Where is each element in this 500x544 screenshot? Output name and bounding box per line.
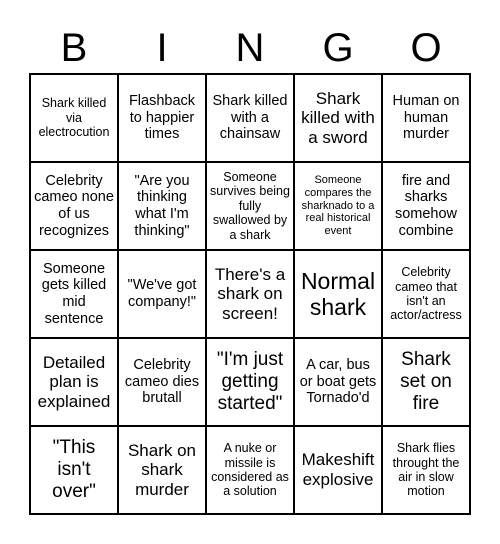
- bingo-cell-text: A nuke or missile is considered as a solution: [211, 441, 289, 499]
- bingo-cell-text: Shark flies throught the air in slow motion: [392, 441, 460, 499]
- bingo-cell-text: Shark set on fire: [400, 349, 452, 414]
- bingo-cell-text: Celebrity cameo none of us recognizes: [34, 172, 114, 239]
- bingo-cell-text: A car, bus or boat gets Tornado'd: [299, 356, 377, 407]
- header-letter-o: O: [410, 26, 442, 70]
- bingo-cell-text: "I'm just getting started": [216, 349, 284, 414]
- bingo-cell-text: Shark killed via electrocution: [38, 96, 110, 140]
- bingo-cell-r5-c1[interactable]: [30, 426, 118, 514]
- bingo-cell-r5-c3[interactable]: [206, 426, 294, 514]
- bingo-header: [30, 22, 470, 74]
- bingo-cell-text: Human on human murder: [392, 92, 460, 143]
- bingo-cell-r5-c5[interactable]: [382, 426, 470, 514]
- bingo-cell-text: "Are you thinking what I'm thinking": [134, 172, 190, 239]
- bingo-cell-r1-c3[interactable]: [206, 74, 294, 162]
- bingo-cell-text: "This isn't over": [52, 437, 96, 502]
- bingo-cell-r1-c1[interactable]: [30, 74, 118, 162]
- bingo-cell-text: There's a shark on screen!: [214, 264, 286, 323]
- bingo-cell-r3-c4[interactable]: [294, 250, 382, 338]
- bingo-cell-r1-c4[interactable]: [294, 74, 382, 162]
- bingo-cell-r1-c2[interactable]: [118, 74, 206, 162]
- bingo-cell-r3-c3[interactable]: [206, 250, 294, 338]
- bingo-cell-text: Someone compares the sharknado to a real historical event: [301, 174, 375, 237]
- bingo-cell-r3-c2[interactable]: [118, 250, 206, 338]
- bingo-cell-text: Shark on shark murder: [127, 440, 197, 499]
- bingo-cell-r2-c4[interactable]: [294, 162, 382, 250]
- bingo-board: [29, 73, 471, 515]
- bingo-cell-text: Someone gets killed mid sentence: [41, 260, 107, 327]
- bingo-cell-r5-c2[interactable]: [118, 426, 206, 514]
- bingo-cell-r2-c1[interactable]: [30, 162, 118, 250]
- bingo-cell-r1-c5[interactable]: [382, 74, 470, 162]
- bingo-cell-r4-c3[interactable]: [206, 338, 294, 426]
- bingo-cell-text: Flashback to happier times: [128, 92, 196, 143]
- bingo-cell-text: "We've got company!": [127, 277, 197, 310]
- bingo-cell-r5-c4[interactable]: [294, 426, 382, 514]
- bingo-cell-text: Makeshift explosive: [301, 450, 375, 489]
- header-letter-g: G: [322, 26, 354, 70]
- bingo-cell-text: Detailed plan is explained: [37, 352, 111, 411]
- bingo-cell-r3-c5[interactable]: [382, 250, 470, 338]
- bingo-cell-text: Shark killed with a chainsaw: [212, 92, 288, 143]
- bingo-cell-r3-c1[interactable]: [30, 250, 118, 338]
- bingo-cell-text: Celebrity cameo dies brutall: [124, 356, 200, 407]
- bingo-cell-r4-c1[interactable]: [30, 338, 118, 426]
- bingo-cell-text: fire and sharks somehow combine: [394, 172, 458, 239]
- bingo-cell-text: Celebrity cameo that isn't an actor/actress: [390, 265, 462, 323]
- header-letter-i: I: [156, 26, 168, 70]
- bingo-cell-text: Normal shark: [300, 267, 376, 320]
- bingo-cell-r2-c2[interactable]: [118, 162, 206, 250]
- bingo-cell-r4-c2[interactable]: [118, 338, 206, 426]
- bingo-cell-text: Someone survives being fully swallowed by a shark: [210, 170, 290, 242]
- bingo-cell-r4-c5[interactable]: [382, 338, 470, 426]
- bingo-cell-text: Shark killed with a sword: [301, 88, 375, 147]
- bingo-cell-r4-c4[interactable]: [294, 338, 382, 426]
- bingo-cell-r2-c3[interactable]: [206, 162, 294, 250]
- header-letter-n: N: [235, 26, 265, 70]
- header-letter-b: B: [60, 26, 88, 70]
- bingo-cell-r2-c5[interactable]: [382, 162, 470, 250]
